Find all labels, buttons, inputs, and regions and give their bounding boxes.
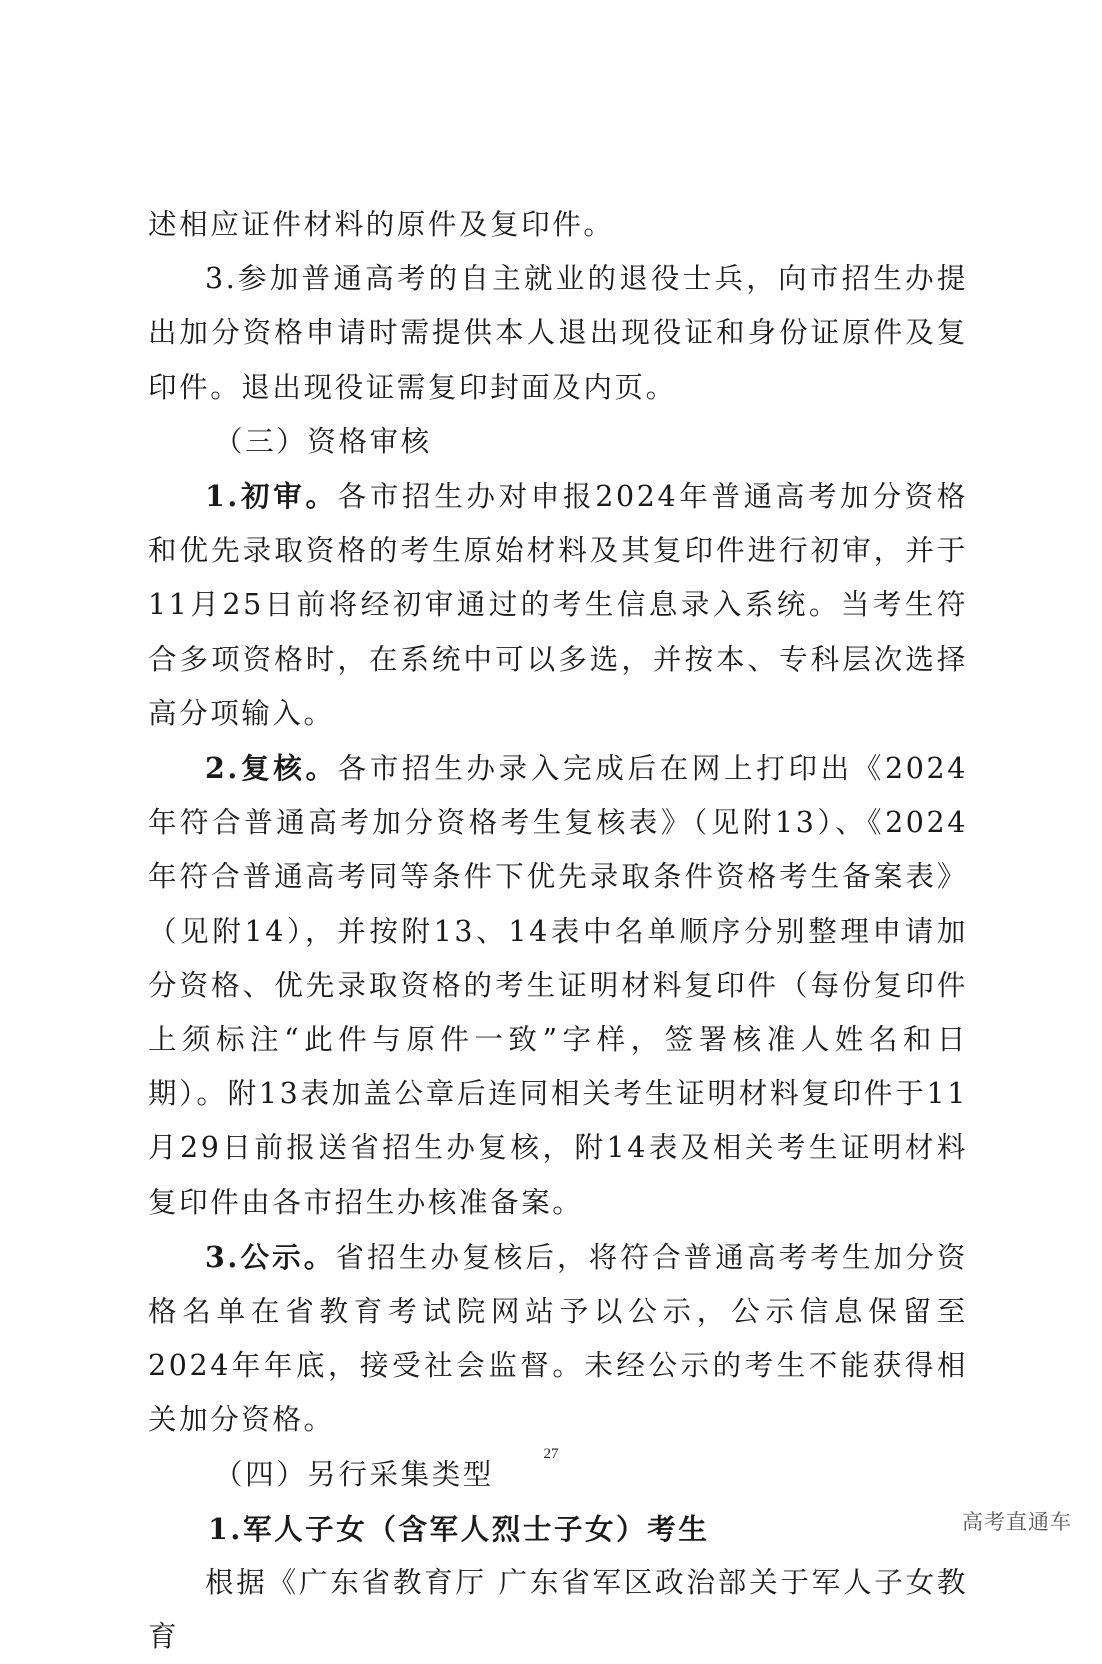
paragraph-recheck: [148, 741, 968, 1230]
lead-initial-review: 1.初审。: [205, 479, 338, 514]
text-initial-review: 各市招生办对申报2024年普通高考加分资格和优先录取资格的考生原始材料及其复印件进行初审，并于11月25日前将经初审通过的考生信息录入系统。当考生符合多项资格时，在系统中可以多选，并按本、专科层次选择高分项输入。: [148, 480, 968, 730]
text-publicity: 省招生办复核后，将符合普通高考考生加分资格名单在省教育考试院网站予以公示，公示信息保留至2024年年底，接受社会监督。未经公示的考生不能获得相关加分资格。: [148, 1240, 968, 1437]
paragraph-publicity: [148, 1230, 968, 1448]
page-number: 27: [543, 1446, 559, 1462]
document-body: [148, 198, 968, 1664]
subheading-military-children: 1.军人子女（含军人烈士子女）考生: [208, 1511, 710, 1546]
text-recheck: 各市招生办录入完成后在网上打印出《2024年符合普通高考加分资格考生复核表》（见附13）、《2024年符合普通高考同等条件下优先录取条件资格考生备案表》（见附14），并按附13、14表中名单顺序分别整理申请加分资格、优先录取资格的考生证明材料复印件（每份复印件上须标注“此件与原件一致”字样，签署核准人姓名和日期）。附13表加盖公章后连同相关考生证明材料复印件于11月29日前报送省招生办复核，附14表及相关考生证明材料复印件由各市招生办核准备案。: [148, 752, 968, 1219]
lead-recheck: 2.复核。: [205, 751, 338, 786]
watermark-logo-text: 高考直通车: [962, 1510, 1072, 1534]
paragraph-initial-review: [148, 469, 968, 741]
section-heading-qualification-review: （三）资格审核: [214, 424, 432, 458]
lead-publicity: 3.公示。: [205, 1239, 336, 1274]
paragraph-military-basis: 根据《广东省教育厅 广东省军区政治部关于军人子女教育: [148, 1566, 968, 1654]
paragraph-continuation: 述相应证件材料的原件及复印件。: [148, 208, 615, 241]
section-heading-other-collection: （四）另行采集类型: [214, 1457, 494, 1491]
paragraph-veterans: 3.参加普通高考的自主就业的退役士兵，向市招生办提出加分资格申请时需提供本人退出现役证和身份证原件及复印件。退出现役证需复印封面及内页。: [148, 262, 968, 404]
